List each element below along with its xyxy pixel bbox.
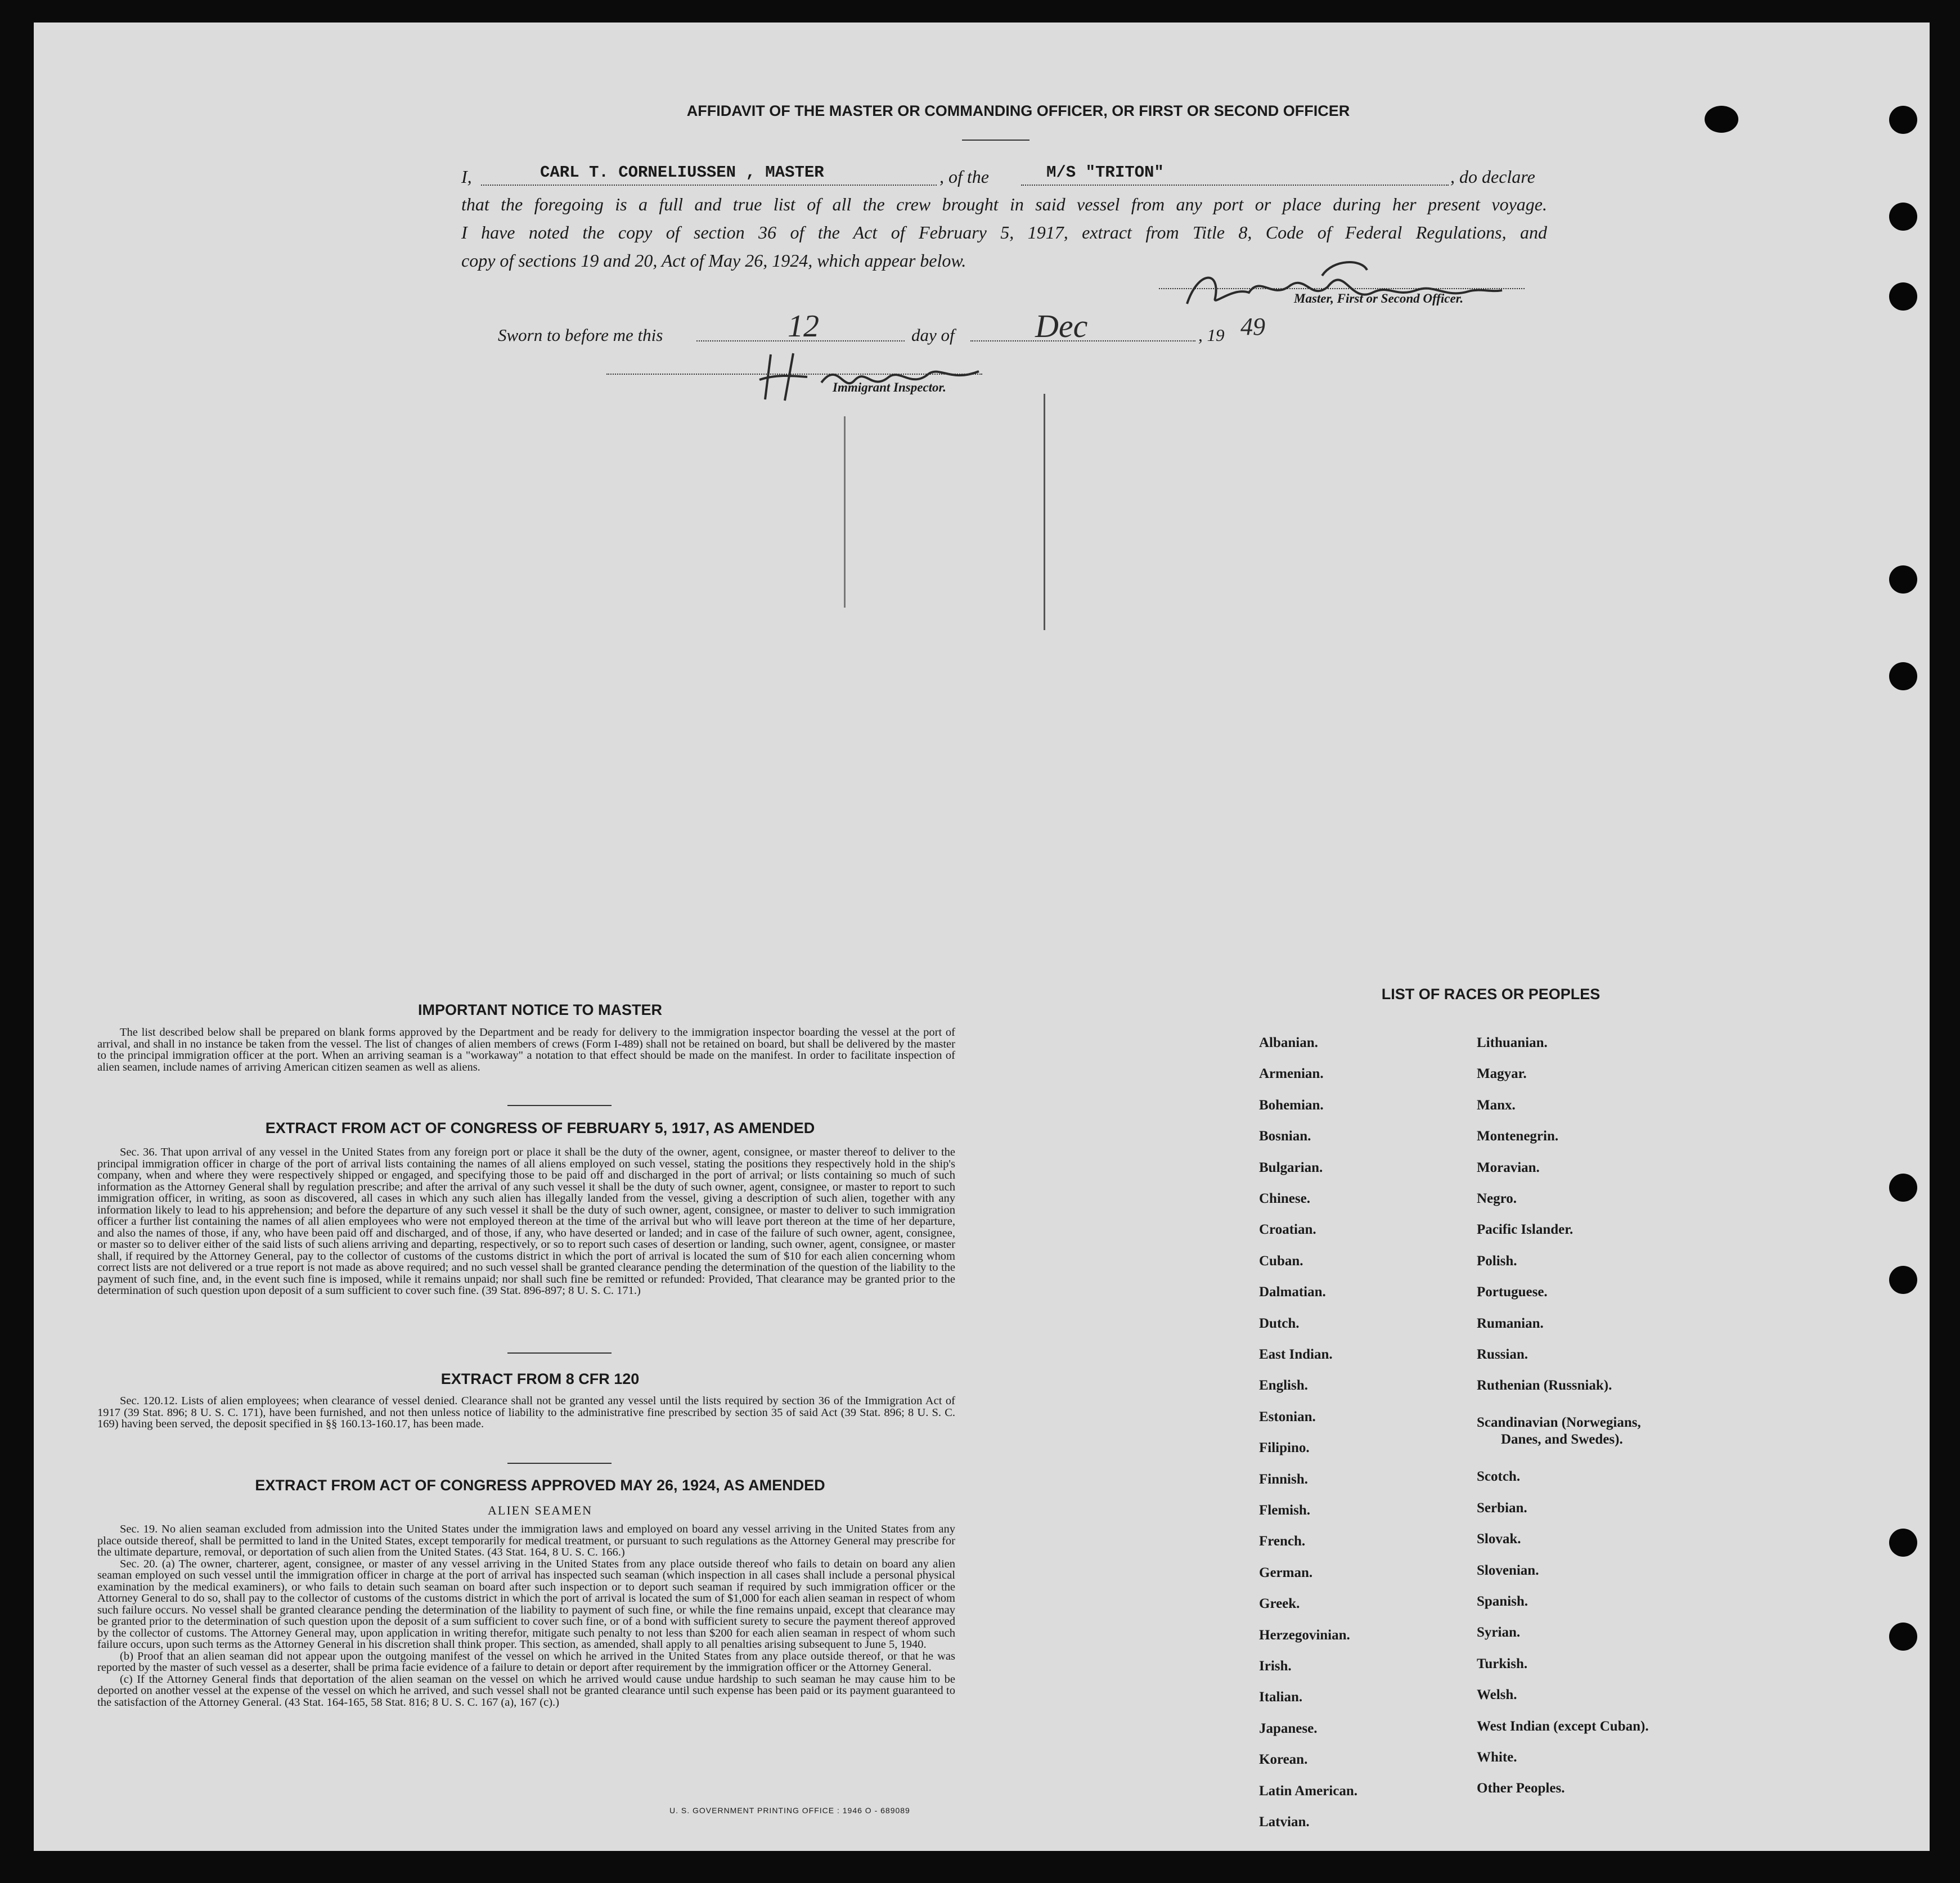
affidavit-i: I, [461,167,472,187]
extract-cfr-title: EXTRACT FROM 8 CFR 120 [440,1370,640,1387]
inspector-signature [754,349,990,405]
punch-hole-icon [1889,282,1917,311]
race-item: Chinese. [1259,1191,1310,1206]
race-item: English. [1259,1378,1308,1394]
race-item: Latin American. [1259,1783,1357,1799]
race-item: Bohemian. [1259,1097,1324,1113]
race-item: Bosnian. [1259,1129,1311,1144]
race-item: Scandinavian (Norwegians, [1477,1415,1641,1431]
race-item: Cuban. [1259,1253,1303,1269]
punch-hole-icon [1705,106,1738,133]
race-item: Spanish. [1477,1594,1529,1609]
race-item: Syrian. [1477,1625,1521,1641]
notice-paragraph: The list described below shall be prepared on blank forms approved by the Department and be ready for delivery to the immigration inspector boarding the vessel at the port of arrival, and shall in no instance be taken from the vessel. The list of changes of alien members of crews (Form I-489) shall not be retained on board, but shall be delivered by the master to the principal immigration officer at the port. When an arriving seaman is a "workaway" a notation to that effect should be made on the manifest. In order to facilitate inspection of alien seamen, include names of arriving American citizen seamen as well as aliens. [97,1026,955,1073]
inspector-signature-line [606,374,982,375]
race-item: Slovak. [1477,1531,1521,1547]
affidavit-line-4: copy of sections 19 and 20, Act of May 26, 1924, which appear below. [461,250,966,271]
extract-1924-body [97,1524,955,1708]
race-item: Japanese. [1259,1720,1318,1736]
race-item: Croatian. [1259,1222,1316,1238]
race-item: Estonian. [1259,1409,1316,1424]
race-item: Polish. [1477,1253,1517,1269]
race-item: Other Peoples. [1477,1781,1565,1796]
punch-hole-icon [1889,203,1917,231]
vessel-name: M/S "TRITON" [1046,163,1164,182]
race-item: Italian. [1259,1689,1303,1705]
ruled-line [1044,394,1045,630]
race-item: Finnish. [1259,1471,1308,1487]
punch-hole-icon [1889,662,1917,690]
race-item: Filipino. [1259,1440,1310,1456]
race-item: Turkish. [1477,1656,1528,1671]
section-divider [507,1352,612,1354]
race-item: Magyar. [1477,1066,1527,1082]
punch-hole-icon [1889,1623,1917,1651]
race-item: Pacific Islander. [1477,1222,1574,1238]
extract-1924-subtitle: ALIEN SEAMEN [488,1503,592,1517]
punch-hole-icon [1889,106,1917,134]
sec-20c-paragraph: (c) If the Attorney General finds that deportation of the alien seaman on the vessel on which he arrived would cause undue hardship to such seaman he may cause him to be deported on another vessel at the expense of the vessel on which he arrived, and such vessel shall not be granted clearance until such expense has been paid or its payment guaranteed to the satisfaction of the Attorney General. (43 Stat. 164-165, 58 Stat. 816; 8 U. S. C. 167 (a), 167 (c).) [97,1673,955,1709]
notice-title: IMPORTANT NOTICE TO MASTER [418,1001,662,1018]
race-item: Negro. [1477,1191,1517,1206]
extract-cfr-body [97,1395,955,1430]
sec-20a-paragraph: Sec. 20. (a) The owner, charterer, agent, consignee, or master of any vessel arriving in the United States from any place outside thereof who fails to detain on board any alien seaman employed on such vessel until the immigration officer in charge at the port of arrival has inspected such seaman (which inspection in all cases shall include a personal physical examination by the medical examiners), or who fails to detain such seaman on board after such inspection or to deport such seaman if required by such immigration officer or the Attorney General to do so, shall pay to the collector of customs of the customs district in which the port of arrival is located the sum of $1,000 for each alien seaman in respect of whom such failure occurs. No vessel shall be granted clearance pending the determination of the liability to payment of such fine, or while the fine remains unpaid, except that clearance may be granted prior to the determination of such question upon the deposit of a sum sufficient to cover such fine, or of a bond with sufficient surety to secure the payment thereof approved by the collector of customs. The Attorney General may, upon application in writing therefor, mitigate such penalty to not less than $200 for each alien seaman in respect of whom such failure occurs, upon such terms as the Attorney General in his discretion shall think proper. This section, as amended, shall apply to all penalties arising subsequent to June 5, 1940. [97,1557,955,1651]
affidavit-title: AFFIDAVIT OF THE MASTER OR COMMANDING OFFICER, OR FIRST OR SECOND OFFICER [686,102,1350,119]
sworn-label: Sworn to before me this [498,325,663,345]
title-divider [962,140,1030,141]
officer-caption: Master, First or Second Officer. [1294,291,1464,305]
races-title: LIST OF RACES OR PEOPLES [1381,986,1601,1003]
extract-1924-title: EXTRACT FROM ACT OF CONGRESS APPROVED MAY 26, 1924, AS AMENDED [255,1477,825,1494]
race-item: White. [1477,1750,1517,1765]
race-item: Albanian. [1259,1035,1318,1050]
notice-body [97,1027,955,1073]
race-item: Rumanian. [1477,1315,1544,1331]
race-item: Ruthenian (Russniak). [1477,1378,1612,1394]
race-item: Montenegrin. [1477,1129,1559,1144]
punch-hole-icon [1889,565,1917,594]
race-item: Dalmatian. [1259,1284,1326,1300]
year-prefix: , 19 [1198,325,1225,345]
inspector-caption: Immigrant Inspector. [833,380,946,394]
race-item: Herzegovinian. [1259,1627,1350,1643]
ruled-line [844,416,846,608]
race-item: Bulgarian. [1259,1160,1323,1175]
affidavit-line-2: that the foregoing is a full and true list of all the crew brought in said vessel from any port or place during her present voyage. [461,194,1547,214]
race-item: Moravian. [1477,1160,1540,1175]
extract-1917-title: EXTRACT FROM ACT OF CONGRESS OF FEBRUARY 5, 1917, AS AMENDED [265,1120,815,1136]
punch-hole-icon [1889,1174,1917,1202]
extract-cfr-paragraph: Sec. 120.12. Lists of alien employees; when clearance of vessel denied. Clearance shall not be granted any vessel until the lists required by section 36 of the Immigration Act of 1917 (39 Stat. 896; 8 U. S. C. 171), have been furnished, and not then unless notice of liability to the administrative fine prescribed by section 35 of said Act (39 Stat. 896; 8 U. S. C. 169) having been served, the deposit specified in §§ 160.13-160.17, has been made. [97,1395,955,1430]
extract-1917-body [97,1147,955,1297]
race-item: Serbian. [1477,1500,1527,1516]
race-item: Danes, and Swedes). [1501,1432,1623,1448]
printer-imprint: U. S. GOVERNMENT PRINTING OFFICE : 1946 O - 689089 [669,1806,910,1815]
race-item: Armenian. [1259,1066,1324,1082]
race-item: Latvian. [1259,1814,1310,1830]
affidavit-line-3: I have noted the copy of section 36 of the Act of February 5, 1917, extract from Title 8, Code of Federal Regulations, and [461,222,1547,242]
document-sheet [34,23,1930,1851]
race-item: Russian. [1477,1347,1529,1362]
race-item: Manx. [1477,1097,1516,1113]
race-item: Slovenian. [1477,1562,1539,1578]
section-divider [507,1105,612,1106]
section-divider [507,1463,612,1464]
race-item: German. [1259,1565,1313,1580]
race-item: Greek. [1259,1596,1300,1612]
race-item: Flemish. [1259,1503,1310,1518]
declarant-name: CARL T. CORNELIUSSEN , MASTER [540,163,824,182]
race-item: West Indian (except Cuban). [1477,1718,1649,1734]
race-item: Welsh. [1477,1687,1517,1703]
race-item: East Indian. [1259,1347,1333,1362]
extract-1917-paragraph: Sec. 36. That upon arrival of any vessel in the United States from any foreign port or place it shall be the duty of the owner, agent, consignee, or master thereof to deliver to the principal immigration officer in charge of the port of arrival lists containing the names of all aliens employed on such vessel, stating the positions they respectively hold in the ship's company, when and where they were respectively shipped or engaged, and specifying those to be paid off and discharged in the port of arrival; or lists containing so much of such information as the Attorney General shall by regulation prescribe; and after the arrival of any such vessel it shall be the duty of such owner, agent, consignee, or master to report to such immigration officer, in writing, as soon as discovered, all cases in which any such alien has illegally landed from the vessel, giving a description of such alien, together with any information likely to lead to his apprehension; and before the departure of any such vessel it shall be the duty of such owner, agent, consignee, or master to deliver to such immigration officer a further list containing the names of all alien employees who were not employed thereon at the time of the arrival but who will leave port thereon at the time of her departure, and also the names of those, if any, who have been paid off and discharged, and of those, if any, who have deserted or landed; and in case of the failure of such owner, agent, consignee, or master so to deliver either of the said lists of such aliens arriving and departing, respectively, or so to report such cases of desertion or landing, such owner, agent, consignee, or master shall, if required by the Attorney General, pay to the collector of customs of the customs district in which the port of arrival is located the sum of $10 for each alien concerning whom correct lists are not delivered or a true report is not made as above required; and no such vessel shall be granted clearance pending the determination of the question of the liability to the payment of such fine, and, in the event such fine is imposed, while it remains unpaid; nor shall such fine be remitted or refunded: Provided, That clearance may be granted prior to the determination of such question upon deposit of a sum sufficient to cover such fine. (39 Stat. 896-897; 8 U. S. C. 171.) [97,1146,955,1297]
race-item: Korean. [1259,1752,1308,1768]
vessel-line [1021,185,1449,186]
of-the-label: , of the [939,167,989,187]
race-item: Irish. [1259,1659,1292,1674]
race-item: Scotch. [1477,1469,1521,1485]
sec-20b-paragraph: (b) Proof that an alien seaman did not appear upon the outgoing manifest of the vessel on which he arrived in the United States from any place outside thereof, or that he was reported by the master of such vessel as a deserter, shall be prima facie evidence of a failure to detain or deport after requirement by the immigration officer or the Attorney General. [97,1650,955,1674]
declarant-line [481,185,937,186]
master-signature-line [1159,288,1525,289]
day-of-label: day of [911,325,955,345]
do-declare-label: , do declare [1450,167,1535,187]
sec-19-paragraph: Sec. 19. No alien seaman excluded from admission into the United States under the immigration laws and employed on board any vessel arriving in the United States from any place outside thereof, shall be permitted to land in the United States, except temporarily for medical treatment, or pursuant to such regulations as the Attorney General may prescribe for the ultimate departure, removal, or deportation of such alien from the United States. (43 Stat. 164, 8 U. S. C. 166.) [97,1523,955,1558]
sworn-month: Dec [1035,308,1088,344]
punch-hole-icon [1889,1266,1917,1294]
sworn-day: 12 [788,309,819,344]
race-item: French. [1259,1534,1306,1549]
punch-hole-icon [1889,1529,1917,1557]
race-item: Portuguese. [1477,1284,1548,1300]
race-item: Lithuanian. [1477,1035,1548,1050]
race-item: Dutch. [1259,1315,1300,1331]
sworn-year: 49 [1240,313,1265,340]
